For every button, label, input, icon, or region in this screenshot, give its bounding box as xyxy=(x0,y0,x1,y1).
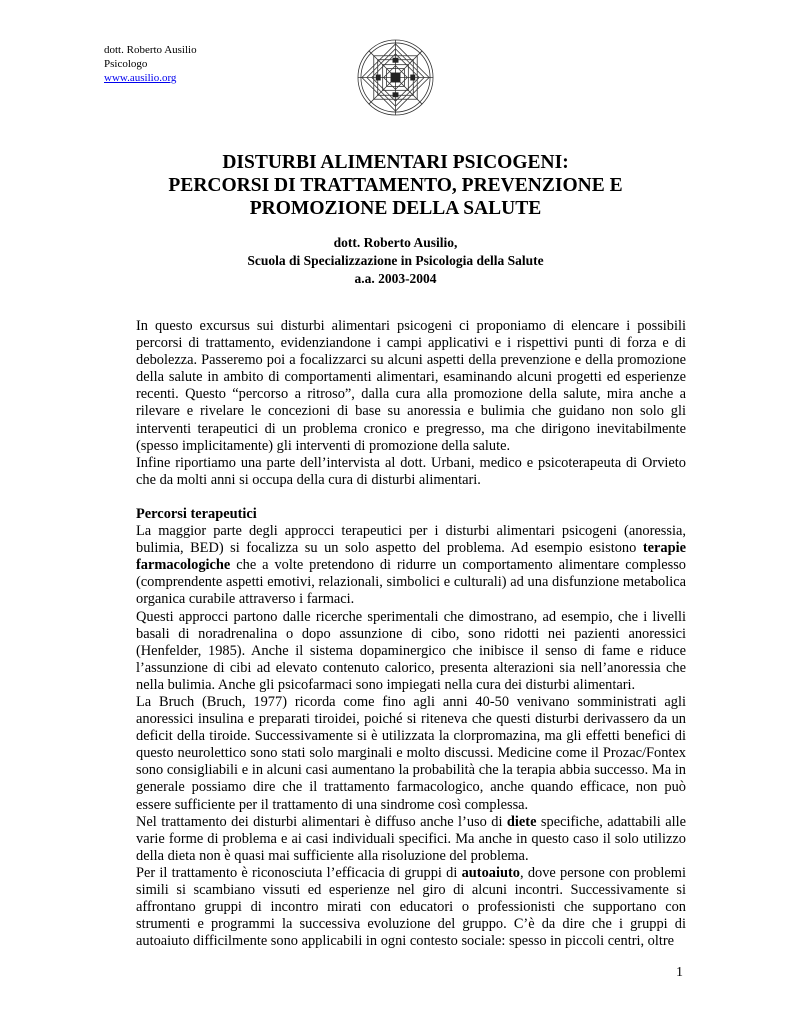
section-heading: Percorsi terapeutici xyxy=(136,505,257,522)
title-line-2: PERCORSI DI TRATTAMENTO, PREVENZIONE E xyxy=(168,175,623,196)
title-line-3: PROMOZIONE DELLA SALUTE xyxy=(249,198,542,219)
mandala-logo xyxy=(356,38,435,117)
title-line-1: DISTURBI ALIMENTARI PSICOGENI: xyxy=(222,152,569,173)
byline xyxy=(0,234,791,288)
document-title xyxy=(0,151,791,220)
section-paragraph-4: Nel trattamento dei disturbi alimentari è diffuso anche l’uso di diete specifiche, adattabili alle varie forme di problema e ai casi individuali specifici. Ma anche in questo caso il solo utilizzo della dieta non è quasi mai sufficiente alla risoluzione del problema. xyxy=(136,813,686,864)
bold-term-autoaiuto: autoaiuto xyxy=(461,864,520,881)
website-link[interactable]: www.ausilio.org xyxy=(104,72,177,84)
document-body xyxy=(136,318,686,950)
section-paragraph-5: Per il trattamento è riconosciuta l’efficacia di gruppi di autoaiuto, dove persone con problemi simili si scambiano vissuti ed esperienze nel giro di alcuni incontri. Successivamente si affrontano gruppi di incontro mirati con educatori o professionisti che supportano con strumenti e programmi la successiva evoluzione del gruppo. C’è da dire che i gruppi di autoaiuto difficilmente sono applicabili in ogni contesto sociale: spesso in piccoli centri, oltre xyxy=(136,864,687,950)
byline-school: Scuola di Specializzazione in Psicologia della Salute xyxy=(247,253,544,268)
byline-author: dott. Roberto Ausilio, xyxy=(333,235,458,250)
header-author: dott. Roberto Ausilio xyxy=(104,44,197,56)
section-paragraph-1: La maggior parte degli approcci terapeutici per i disturbi alimentari psicogeni (anoressia, bulimia, BED) si focalizza su un solo aspetto del problema. Ad esempio esistono terapie farmacologiche che a volte pretendono di ridurre un comportamento alimentare complesso (comprendente aspetti emotivi, relazionali, simbolici e culturali) ad una disfunzione metabolica organica curabile attraverso i farmaci. xyxy=(136,523,686,608)
intro-paragraph-2: Infine riportiamo una parte dell’intervista al dott. Urbani, medico e psicoterapeuta di Orvieto che da molti anni si occupa della cura di disturbi alimentari. xyxy=(136,454,686,488)
intro-paragraph-1: In questo excursus sui disturbi alimentari psicogeni ci proponiamo di elencare i possibili percorsi di trattamento, evidenziandone i campi applicativi e i rispettivi punti di forza e di debolezza. Passeremo poi a focalizzarci su alcuni aspetti della prevenzione e della promozione della salute in ambito di comportamenti alimentari, esaminando alcuni progetti ed esperienze recenti. Questo “percorso a ritroso”, dalla cura alla promozione della salute, mira anche a rilevare e rivelare le concezioni di base su anoressia e bulimia che guidano non solo gli interventi terapeutici di un problema cronico e pregresso, ma che dirigono inevitabilmente (spesso implicitamente) gli interventi di promozione della salute. xyxy=(136,318,686,454)
bold-term-terapie: terapie farmacologiche xyxy=(136,540,686,574)
bold-term-diete: diete xyxy=(506,813,537,830)
byline-year: a.a. 2003-2004 xyxy=(354,271,437,286)
document-header xyxy=(104,43,197,85)
header-role: Psicologo xyxy=(104,58,148,70)
section-paragraph-3: La Bruch (Bruch, 1977) ricorda come fino agli anni 40-50 venivano somministrati agli anoressici insulina e preparati tiroidei, poiché si riteneva che questi disturbi derivassero da un deficit della tiroide. Successivamente si è utilizzata la clorpromazina, ma gli effetti benefici di questo neurolettico sono stati solo marginali e molto discussi. Medicine come il Prozac/Fontex sono consigliabili e in alcuni casi aumentano la probabilità che la terapia abbia successo. Ma in generale possiamo dire che il trattamento farmacologico, anche quando efficace, non può essere sufficiente per il trattamento di una sindrome così complessa. xyxy=(136,693,686,813)
section-paragraph-2: Questi approcci partono dalle ricerche sperimentali che dimostrano, ad esempio, che i livelli basali di noradrenalina o dopo assunzione di cibo, sono ridotti nei pazienti anoressici (Henfelder, 1985). Anche il sistema dopaminergico che inibisce il senso di fame e riduce l’assunzione di cibi ad elevato contenuto calorico, presenta alterazioni sia nell’anoressia che nella bulimia. Anche gli psicofarmaci sono impiegati nella cura dei disturbi alimentari. xyxy=(136,608,686,693)
page-number: 1 xyxy=(676,965,683,980)
